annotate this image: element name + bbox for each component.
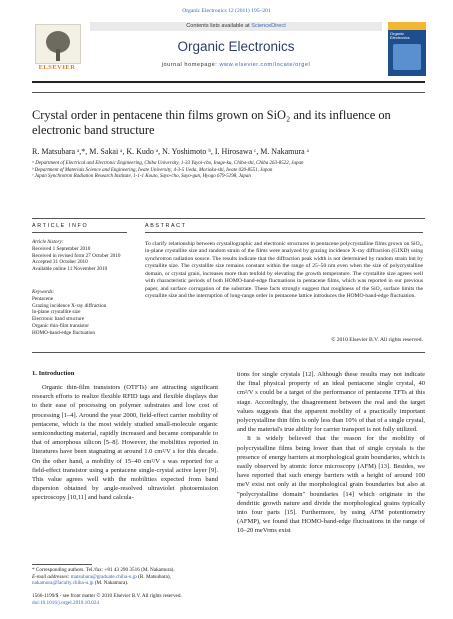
journal-cover-image [388,22,426,76]
homepage-prefix: journal homepage: [161,62,220,68]
journal-homepage [90,62,382,68]
elsevier-logo [32,22,82,76]
homepage-link[interactable]: www.elsevier.com/locate/orgel [219,62,311,68]
email-link-matsubara[interactable]: matsubara@graduate.chiba-u.jp [70,573,137,580]
history-accepted: Accepted 31 October 2010 [32,259,88,266]
footnote-rule [32,564,92,565]
keyword-item: Electronic band structure [32,316,85,323]
keyword-item: Organic thin-film transistor [32,322,89,329]
section-rule-bottom [32,352,425,353]
email-link-nakamura[interactable]: nakamura@faculty.chiba-u.jp [32,580,94,587]
history-received: Received 1 September 2010 [32,245,91,252]
masthead-rule-thin [32,92,425,93]
email-suffix: (M. Nakamura). [93,580,129,587]
article-info-heading: ARTICLE INFO [32,223,89,229]
history-online: Available online 11 November 2010 [32,266,108,273]
author-list: R. Matsubara ᵃ,*, M. Sakai ᵃ, K. Kudo ᵃ, N. Yoshimoto ᵇ, I. Hirosawa ᶜ, M. Nakamura ᵃ [32,147,309,156]
issn-line: 1566-1199/$ - see front matter © 2010 Elsevier B.V. All rights reserved. [32,593,182,599]
keywords-label: Keywords: [32,289,55,295]
contents-line [90,23,382,29]
email-suffix: (R. Matsubara), [136,573,171,580]
affiliation-c: ᶜ Japan Synchrotron Radiation Research Institute, 1-1-1 Kouto, Sayo-cho, Sayo-gun, Hyogo 679-5198, Japan [32,174,251,179]
intro-paragraph: tions for single crystals [12]. Although these results may not indicate the final physical property of an ideal pentacene single crystal, 40 cm²/V s could be a target of the performance of pentacene TFTs at this stage. Accordingly, the disagreement between the real and the target values suggests that the apparent mobility of a practically important polycrystalline thin film is only less than 10% of that of a single crystal, and the material's true ability for carrier transport is not fully utilized. [237,371,425,434]
abstract-text: To clarify relationship between crystallographic and electronic structures in pentacene polycrystalline films grown on SiO₂, in-plane crystallite size and random strain of the films were analyzed by grazing incidence X-ray diffraction (GIXD) using synchrotron radiation source. The results indicate that the diffraction peak width is not determined by random strain but by crystallite size. The crystallite size remains constant within the range of 25–50 nm even when the size of polycrystalline domain, or crystal grain, increases more than tenfold by elevating the growth temperature. The crystallite size agrees well with characteristic periods of both HOMO-band-edge fluctuations in pentacene films, which was reported in our previous paper, and surface corrugation of the substrate. These facts strongly suggest that roughness of the SiO₂ surface limits the crystallite size and the interruption of long-range order in pentacene lattice introduces the HOMO-band-edge fluctuation. [145,241,423,300]
elsevier-wordmark: ELSEVIER [38,64,76,71]
journal-reference[interactable]: Organic Electronics 12 (2011) 195–201 [182,8,271,14]
doi-link[interactable]: doi:10.1016/j.orgel.2010.10.024 [32,599,99,606]
sciencedirect-link[interactable]: ScienceDirect [251,23,286,29]
section-rule-top [32,218,425,219]
history-label: Article history: [32,239,64,245]
corresponding-note: * Corresponding authors. Tel./fax: +81 43 290 3516 (M. Nakamura). [32,567,175,573]
contents-prefix: Contents lists available at [186,23,252,29]
tree-logo-icon [35,24,81,64]
keyword-item: Grazing incidence X-ray diffraction [32,302,107,309]
abstract-copyright: © 2010 Elsevier B.V. All rights reserved. [331,337,423,343]
info-rule [32,232,127,233]
abstract-heading: ABSTRACT [145,223,187,229]
article-title: Crystal order in pentacene thin films grown on SiO₂ and its influence on electronic band structure [32,108,391,137]
keyword-item: HOMO-band-edge fluctuation [32,329,95,336]
history-revised: Received in revised form 27 October 2010 [32,252,121,259]
corresponding-author-note [32,567,218,587]
masthead-rule [32,81,425,83]
email-line [32,580,218,587]
intro-right-column [237,370,425,536]
keyword-item: In-plane crystallite size [32,309,81,316]
affiliation-b: ᵇ Department of Materials Science and Engineering, Iwate University, 4-3-5 Ueda, Morioka-shi, Iwate 020-8551, Japan [32,167,273,173]
cover-band [388,22,426,30]
affiliation-a: ᵃ Department of Electrical and Electronic Engineering, Chiba University, 1-33 Yayoi-cho, Inage-ku, Chiba-shi, Chiba 263-8522, Japan [32,161,304,166]
keywords [32,289,142,337]
intro-paragraph: It is widely believed that the reason for the mobility of polycrystalline films being lower than that of single crystals is the presence of energy barriers at morphological grain boundaries, which is easily observed by atomic force microscopy (AFM) [13]. Besides, we have reported that such energy barriers with a height of around 100 meV exist not only at the morphological grain boundaries but also at "polycrystalline domain" boundaries [14] which originate in the dendritic growth nature and divide the morphological grains typically into four parts [15]. Furthermore, by using AFM potentiometry (AFMP), we found that HOMO-band-edge fluctuations in the range of 10–20 meVrms exist [237,435,425,535]
intro-left-column: Organic thin-film transistors (OTFTs) are attracting significant research efforts to realize flexible RFID tags and flexible displays due to their ease of processing on polymer substrates and low cost of processing [1–4]. Around the year 2000, field-effect carrier mobility of pentacene, which is the most widely studied small-molecule organic semiconducting material, rapidly increased and became comparable to that of amorphous silicon [5–8]. However, the mobilities reported in literatures have been stagnating at around 1.0 cm²/V s for this decade. On the other hand, a mobility of 15–40 cm²/V s was reported for a field-effect transistor using a pentacene single-crystal active layer [9]. This value agrees well with the mobilities expected from band dispersion obtained by angle-resolved ultraviolet photoemission spectroscopy [10,11] and band calcula- [32,384,218,502]
abstract-rule [145,232,423,233]
journal-masthead [32,22,425,76]
article-history [32,239,142,273]
cover-title: Organic Electronics [390,31,410,41]
keyword-item: Pentacene [32,295,54,302]
masthead-center [90,22,382,76]
cover-graphic [393,44,421,70]
introduction-heading: 1. Introduction [32,370,75,377]
email-label: E-mail addresses: [32,573,71,580]
issn-block [32,593,218,606]
journal-title: Organic Electronics [177,39,295,54]
